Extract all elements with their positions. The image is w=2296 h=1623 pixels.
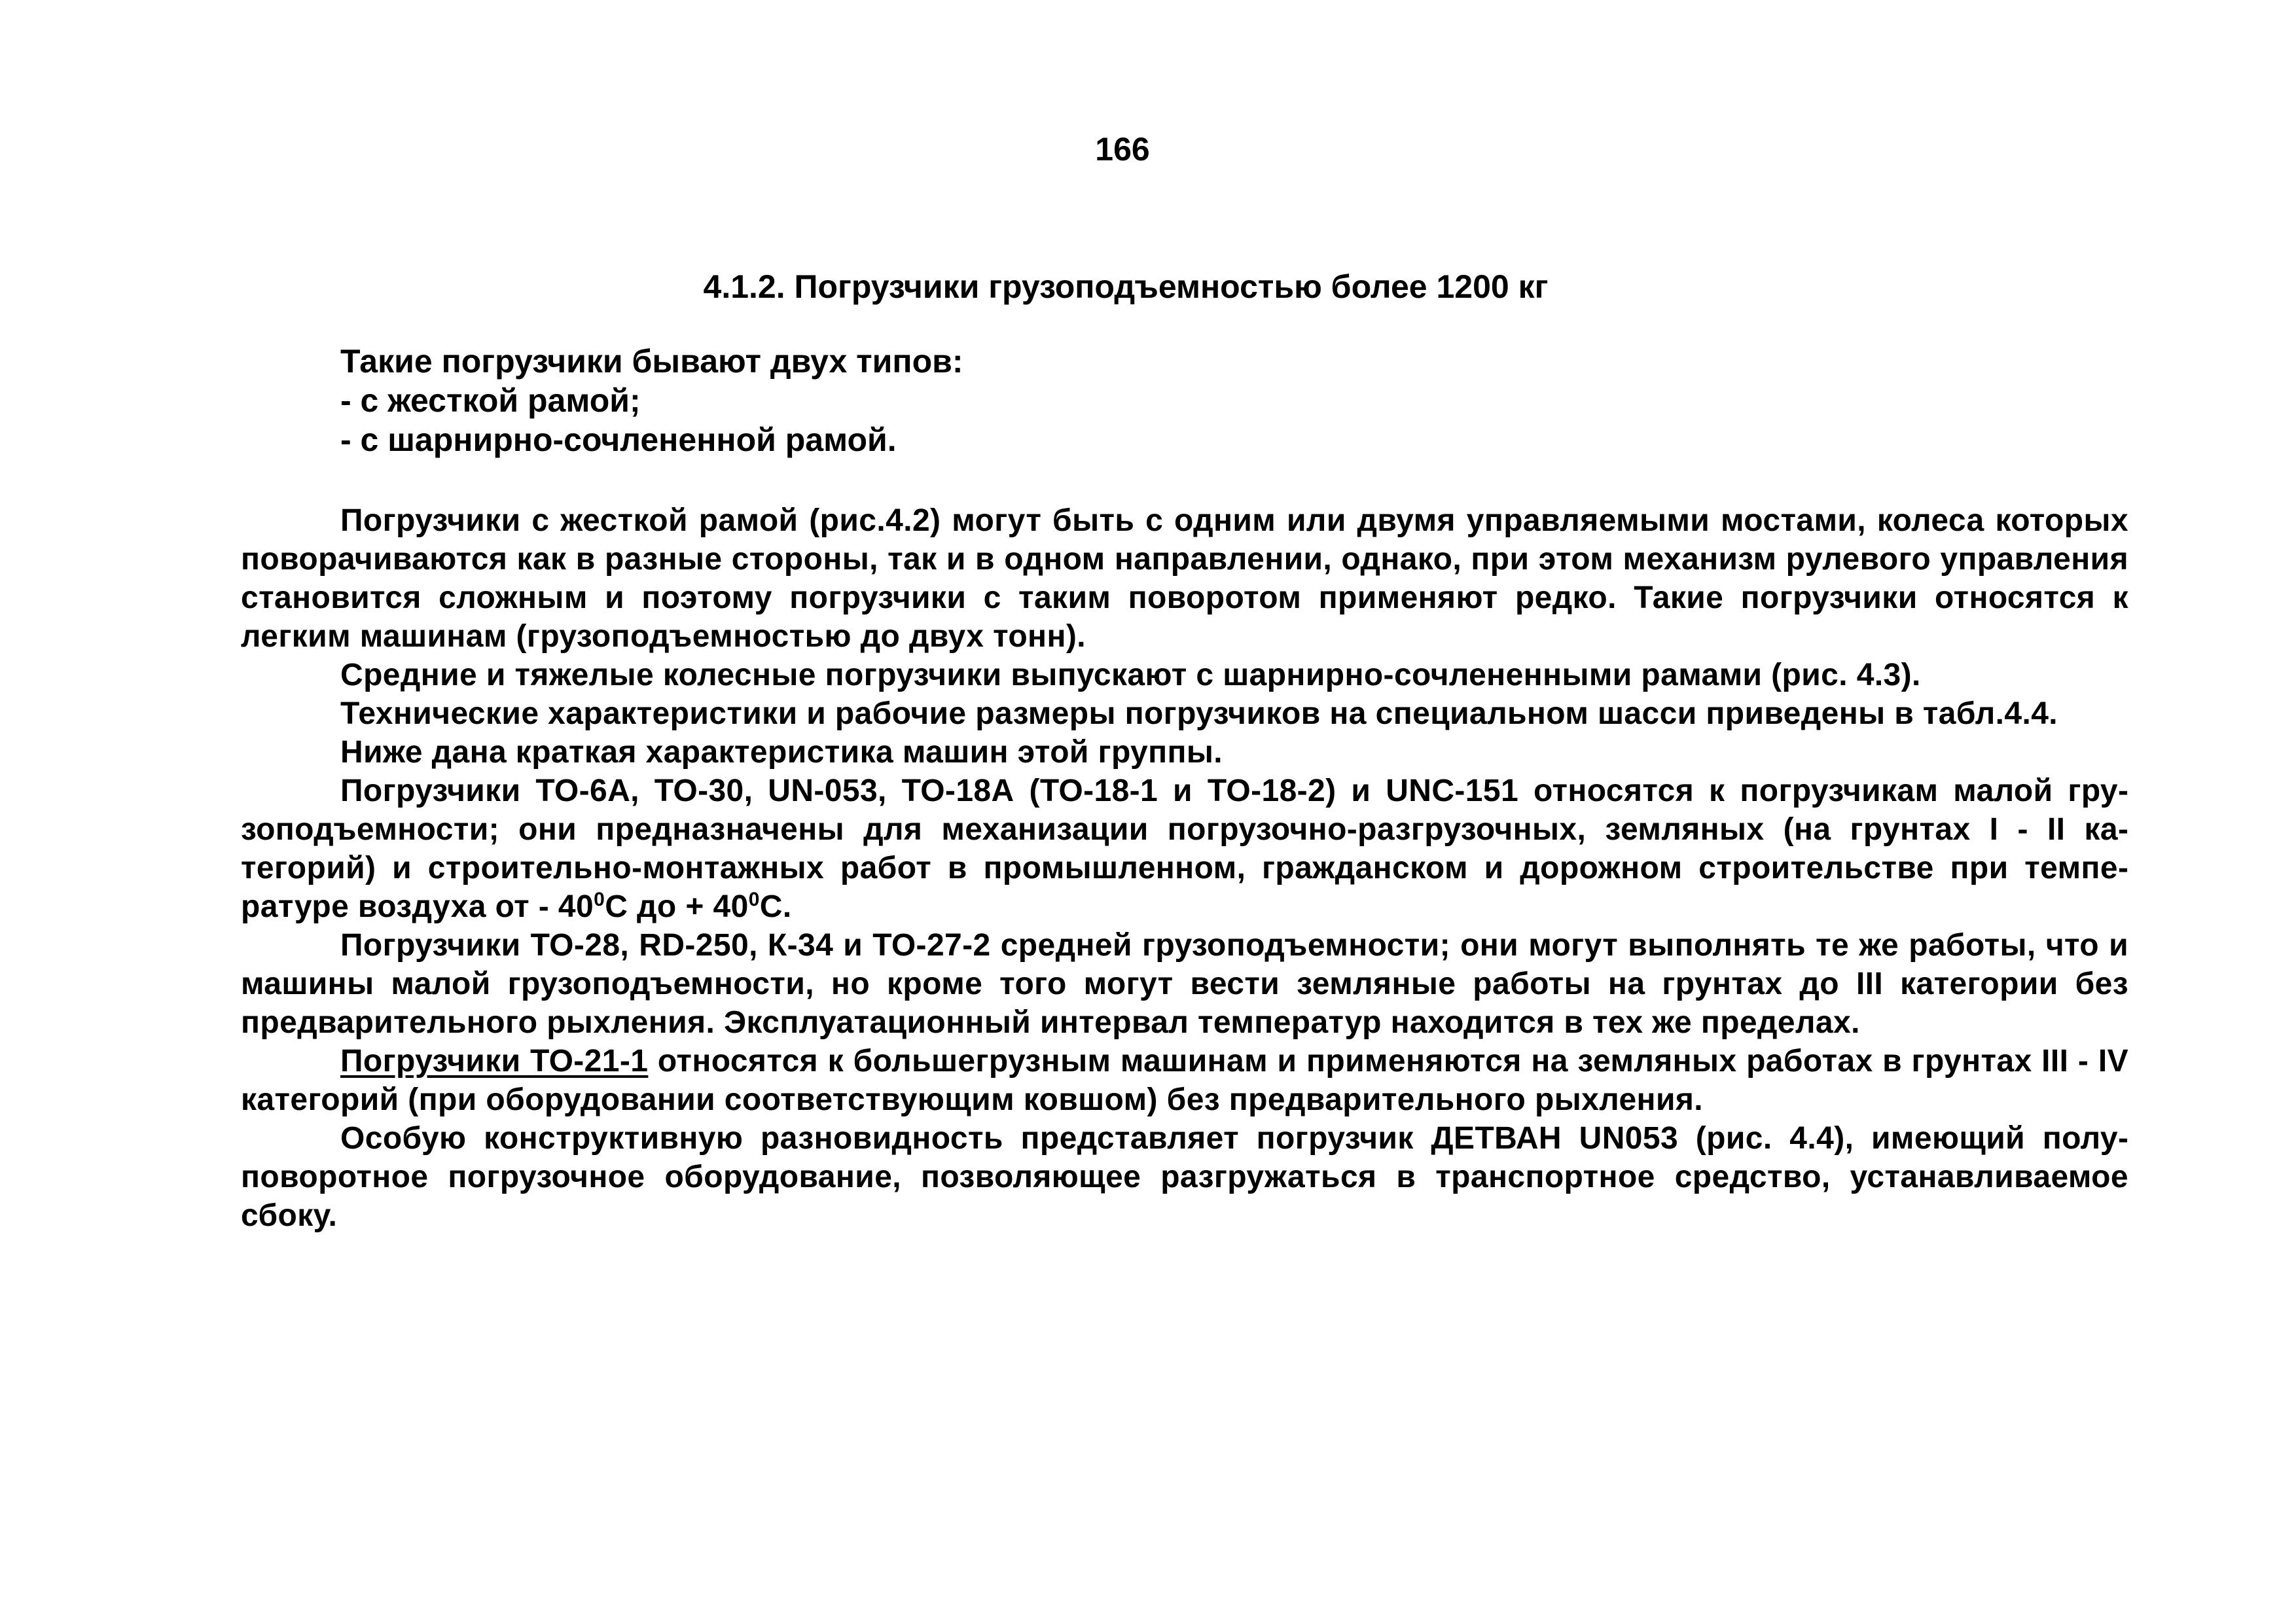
low-capacity-text-a: Погрузчики ТО-6А, ТО-30, UN-053, ТО-18А (ТО-18-1 и ТО-18-2) и UNC-151 относятся к погрузчикам малой грузоподъемности; они предназначены для механизации погрузочно-разгрузочных, земляных (на грунтах I - II категорий) и строительно-монтажных работ в промышленном, гражданском и дорожном строительстве при температуре воздуха от - 40 — [241, 774, 2128, 924]
paragraph-rigid-frame: Погрузчики с жесткой рамой (рис.4.2) могут быть с одним или двумя управляемыми мостами, колеса которых поворачиваются как в разные стороны, так и в одном направлении, однако, при этом механизм рулевого управления становится сложным и поэтому погрузчики с таким поворотом применяют редко. Такие погрузчики относятся к легким машинам (грузоподъемностью до двух тонн). — [241, 503, 2128, 654]
paragraph-specifications: Технические характеристики и рабочие размеры погрузчиков на специальном шасси приведены в табл.4.4. — [340, 696, 2058, 731]
paragraph-low-capacity — [241, 772, 2128, 926]
paragraph-heavy-loaders — [241, 1042, 2128, 1119]
intro-item-rigid-frame: - с жесткой рамой; — [340, 382, 641, 419]
degree-superscript: 0 — [594, 889, 605, 910]
body-text — [241, 501, 2128, 1235]
paragraph-brief-description: Ниже дана краткая характеристика машин этой группы. — [340, 735, 1223, 770]
low-capacity-text-b: С до + 40 — [605, 889, 749, 924]
intro-block — [340, 342, 963, 459]
paragraph-medium-capacity: Погрузчики ТО-28, RD-250, К-34 и ТО-27-2 средней грузоподъемности; они могут выполнять те же работы, что и машины малой грузоподъемности, но кроме того могут вести земляные работы на грунтах до III категории без предварительного рыхления. Эксплуатационный интервал температур находится в тех же пределах. — [241, 928, 2128, 1040]
page-number: 166 — [1095, 131, 1150, 168]
heavy-loaders-text: относятся к большегрузным машинам и применяются на земляных работах в грунтах III - IV категорий (при оборудовании соответствующим ковшом) без предварительного рыхления. — [241, 1044, 2128, 1117]
degree-superscript: 0 — [748, 889, 760, 910]
paragraph-medium-heavy: Средние и тяжелые колесные погрузчики выпускают с шарнирно-сочлененными рамами (рис. 4.3). — [340, 658, 1921, 692]
paragraph-detvan: Особую конструктивную разновидность представляет погрузчик ДЕТВАН UN053 (рис. 4.4), имеющий полуповоротное погрузочное оборудование, позволяющее разгружаться в транспортное средство, устанавливаемое сбоку. — [241, 1121, 2128, 1233]
section-title: 4.1.2. Погрузчики грузоподъемностью более 1200 кг — [703, 268, 1549, 305]
intro-lead: Такие погрузчики бывают двух типов: — [340, 343, 963, 380]
low-capacity-text-c: С. — [759, 889, 792, 924]
intro-item-articulated-frame: - с шарнирно-сочлененной рамой. — [340, 421, 897, 458]
underlined-loader-name: Погрузчики ТО-21-1 — [340, 1044, 649, 1079]
